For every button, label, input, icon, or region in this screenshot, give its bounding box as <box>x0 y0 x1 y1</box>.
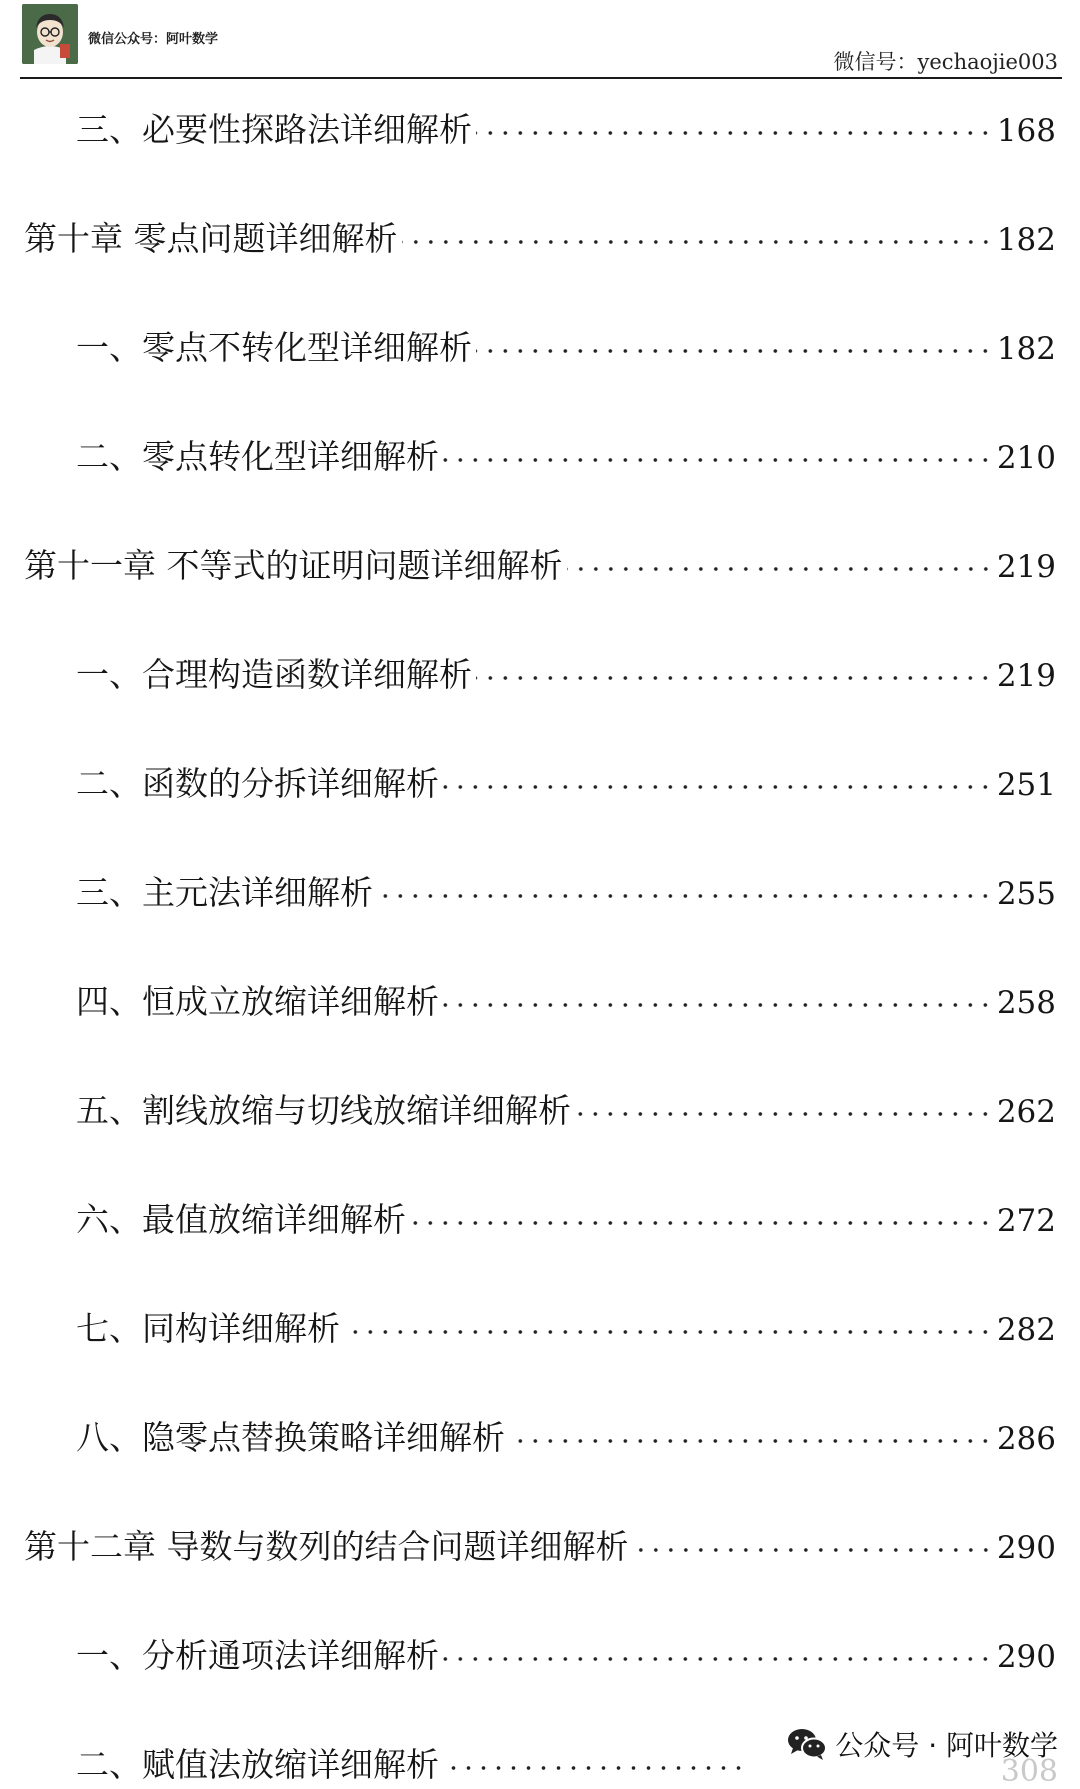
toc-entry-page: 182 <box>996 331 1056 367</box>
toc-dot-leader <box>476 97 993 141</box>
toc-entry-title: 三、主元法详细解析 <box>76 873 373 912</box>
toc-entry[interactable] <box>76 642 1056 694</box>
toc-entry-page: 182 <box>996 222 1056 258</box>
watermark-text: 公众号 · 阿叶数学 <box>835 1729 1058 1762</box>
header-account-name: 微信公众号：阿叶数学 <box>88 32 219 47</box>
toc-entry-title: 三、必要性探路法详细解析 <box>76 110 472 149</box>
toc-entry[interactable] <box>76 1732 750 1784</box>
toc-entry-page: 286 <box>996 1421 1056 1457</box>
toc-entry-page: 262 <box>996 1094 1056 1130</box>
toc-entry-title: 二、赋值法放缩详细解析 <box>76 1745 439 1784</box>
toc-entry-page: 290 <box>996 1530 1056 1566</box>
toc-entry-page: 282 <box>996 1312 1056 1348</box>
toc-entry-title: 四、恒成立放缩详细解析 <box>76 982 439 1021</box>
cartoon-avatar-icon <box>22 4 78 64</box>
toc-entry-title: 一、分析通项法详细解析 <box>76 1636 439 1675</box>
wechat-icon <box>787 1727 827 1761</box>
toc-entry-title: 二、函数的分拆详细解析 <box>76 764 439 803</box>
toc-entry[interactable] <box>76 751 1056 803</box>
toc-dot-leader <box>509 1405 993 1449</box>
toc-entry-page: 168 <box>996 113 1056 149</box>
toc-entry[interactable] <box>76 424 1056 476</box>
toc-entry-page: 258 <box>996 985 1056 1021</box>
header-divider <box>20 77 1062 79</box>
toc-dot-leader <box>476 642 993 686</box>
toc-entry[interactable] <box>76 1623 1056 1675</box>
toc-dot-leader <box>443 424 993 468</box>
toc-entry-page: 251 <box>996 767 1056 803</box>
page-header <box>0 0 1080 80</box>
toc-entry-page: 210 <box>996 440 1056 476</box>
toc-entry[interactable] <box>76 969 1056 1021</box>
toc-entry-page: 219 <box>996 549 1056 585</box>
toc-dot-leader <box>402 206 993 250</box>
toc-dot-leader <box>476 315 993 359</box>
toc-dot-leader <box>633 1514 993 1558</box>
header-wechat-id: 微信号：yechaojie003 <box>833 50 1058 74</box>
toc-dot-leader <box>410 1187 993 1231</box>
toc-dot-leader <box>567 533 993 577</box>
toc-entry[interactable] <box>76 1296 1056 1348</box>
toc-dot-leader <box>443 969 993 1013</box>
toc-entry-page: 255 <box>996 876 1056 912</box>
toc-entry-title: 八、隐零点替换策略详细解析 <box>76 1418 505 1457</box>
toc-entry-title: 一、合理构造函数详细解析 <box>76 655 472 694</box>
page-number: 308 <box>1000 1754 1058 1789</box>
toc-entry[interactable] <box>76 860 1056 912</box>
toc-entry-page: 290 <box>996 1639 1056 1675</box>
toc-entry-page: 272 <box>996 1203 1056 1239</box>
toc-entry[interactable] <box>76 1405 1056 1457</box>
toc-entry[interactable] <box>24 533 1056 585</box>
toc-dot-leader <box>377 860 993 904</box>
toc-entry-title: 第十章 零点问题详细解析 <box>24 219 398 258</box>
wechat-watermark <box>787 1724 1058 1764</box>
toc-entry-title: 第十一章 不等式的证明问题详细解析 <box>24 546 563 585</box>
toc-entry[interactable] <box>24 206 1056 258</box>
toc-entry-page: 219 <box>996 658 1056 694</box>
toc-dot-leader <box>443 1623 993 1667</box>
toc-entry[interactable] <box>24 1514 1056 1566</box>
toc-entry-title: 七、同构详细解析 <box>76 1309 340 1348</box>
toc-entry-title: 一、零点不转化型详细解析 <box>76 328 472 367</box>
toc-entry[interactable] <box>76 1187 1056 1239</box>
toc-dot-leader <box>443 1732 746 1776</box>
toc-entry[interactable] <box>76 97 1056 149</box>
toc-entry[interactable] <box>76 315 1056 367</box>
toc-entry[interactable] <box>76 1078 1056 1130</box>
toc-dot-leader <box>575 1078 993 1122</box>
toc-entry-title: 六、最值放缩详细解析 <box>76 1200 406 1239</box>
toc-entry-title: 五、割线放缩与切线放缩详细解析 <box>76 1091 571 1130</box>
toc-dot-leader <box>443 751 993 795</box>
toc-entry-title: 第十二章 导数与数列的结合问题详细解析 <box>24 1527 629 1566</box>
toc-dot-leader <box>344 1296 993 1340</box>
toc-entry-title: 二、零点转化型详细解析 <box>76 437 439 476</box>
